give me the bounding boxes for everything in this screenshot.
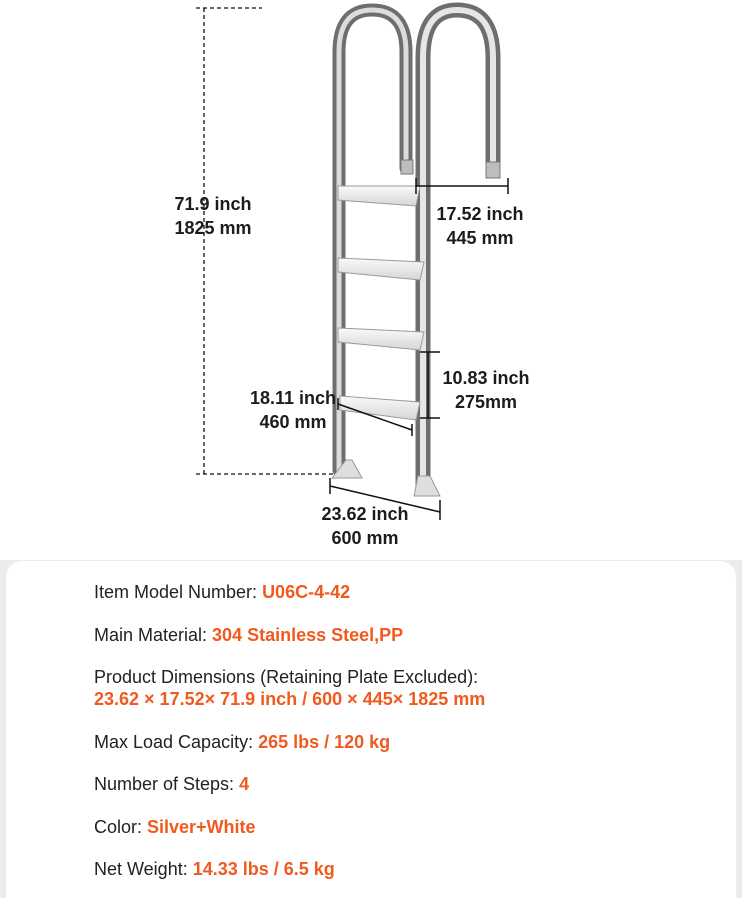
spec-label: Max Load Capacity: — [94, 732, 259, 752]
height-mm: 1825 mm — [174, 218, 252, 238]
spec-load-capacity — [94, 731, 390, 753]
step-width-mm: 460 mm — [259, 412, 327, 432]
spec-value: 23.62 × 17.52× 71.9 inch / 600 × 445× 1825 mm — [94, 689, 486, 709]
step-4 — [340, 396, 420, 420]
step-width-dimension-label — [248, 386, 338, 434]
step-2 — [338, 258, 424, 280]
spec-label: Net Weight: — [94, 859, 193, 879]
step-spacing-inch: 10.83 inch — [442, 368, 530, 388]
step-1 — [338, 186, 420, 206]
spec-label: Product Dimensions (Retaining Plate Excluded): — [94, 667, 479, 687]
base-width-inch: 23.62 inch — [321, 504, 409, 524]
spec-label: Main Material: — [94, 625, 213, 645]
base-width-dimension-label — [315, 502, 415, 550]
step-width-inch: 18.11 inch — [249, 388, 337, 408]
inner-width-inch: 17.52 inch — [436, 204, 524, 224]
spec-value: 4 — [239, 774, 250, 794]
step-spacing-mm: 275mm — [454, 392, 518, 412]
spec-value: 14.33 lbs / 6.5 kg — [192, 859, 335, 879]
inner-width-dimension-label — [430, 202, 530, 250]
spec-label: Color: — [94, 817, 148, 837]
spec-material — [94, 624, 403, 646]
base-width-mm: 600 mm — [331, 528, 399, 548]
spec-label: Item Model Number: — [94, 582, 263, 602]
spec-value: U06C-4-42 — [262, 582, 351, 602]
ladder-steps — [338, 186, 424, 420]
spec-value: 265 lbs / 120 kg — [258, 732, 391, 752]
spec-number-of-steps — [94, 773, 249, 795]
spec-model-number — [94, 581, 350, 603]
spec-card — [6, 561, 736, 898]
spec-dimensions — [94, 666, 485, 710]
spec-net-weight — [94, 858, 335, 880]
height-inch: 71.9 inch — [174, 194, 252, 214]
inner-width-mm: 445 mm — [446, 228, 514, 248]
spec-label: Number of Steps: — [94, 774, 240, 794]
spec-value: Silver+White — [147, 817, 256, 837]
step-spacing-dimension-label — [436, 366, 536, 414]
spec-color — [94, 816, 256, 838]
height-dimension-label — [168, 192, 258, 240]
spec-value: 304 Stainless Steel,PP — [212, 625, 404, 645]
step-3 — [338, 328, 424, 350]
